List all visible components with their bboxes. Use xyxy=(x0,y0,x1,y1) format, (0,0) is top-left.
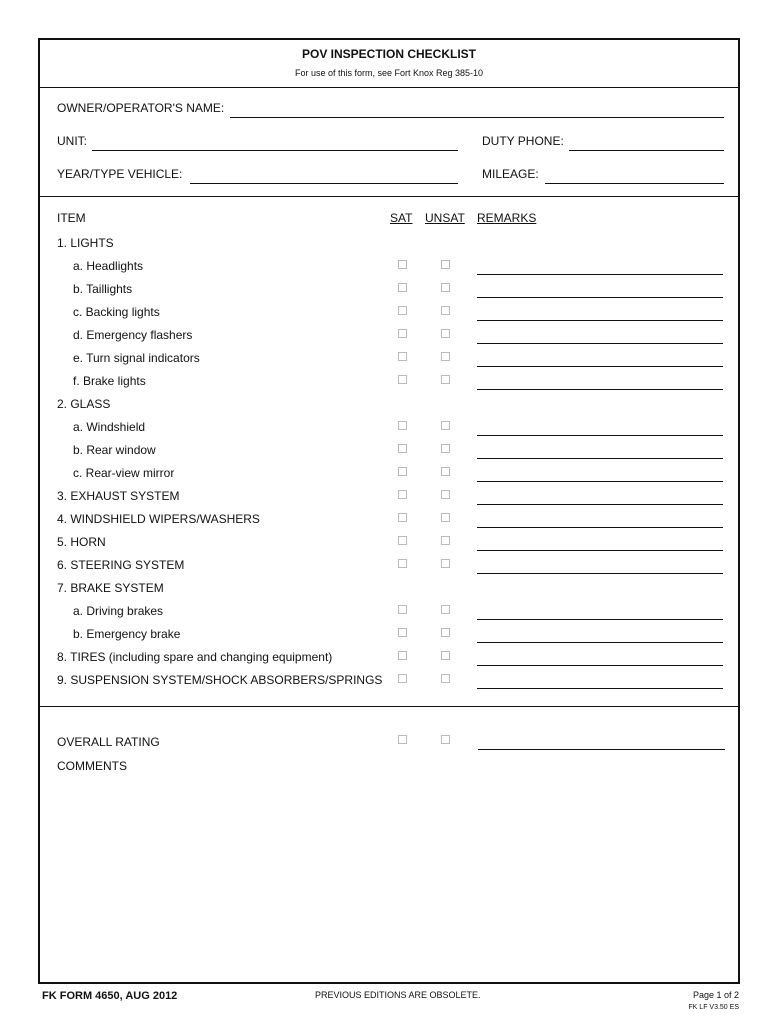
unsat-checkbox[interactable] xyxy=(441,605,450,614)
item-label: 4. WINDSHIELD WIPERS/WASHERS xyxy=(57,512,260,526)
item-label: a. Windshield xyxy=(73,420,146,434)
item-label: b. Taillights xyxy=(73,282,133,296)
remarks-field[interactable] xyxy=(477,458,723,459)
remarks-field[interactable] xyxy=(477,688,723,689)
unsat-checkbox[interactable] xyxy=(441,444,450,453)
sat-checkbox[interactable] xyxy=(398,283,407,292)
remarks-field[interactable] xyxy=(477,297,723,298)
remarks-field[interactable] xyxy=(477,435,723,436)
unsat-checkbox[interactable] xyxy=(441,421,450,430)
sat-checkbox[interactable] xyxy=(398,605,407,614)
remarks-field[interactable] xyxy=(477,366,723,367)
sat-checkbox[interactable] xyxy=(398,467,407,476)
item-label: 2. GLASS xyxy=(57,397,111,411)
item-label: 6. STEERING SYSTEM xyxy=(57,558,185,572)
column-unsat: UNSAT xyxy=(425,211,465,225)
unsat-checkbox[interactable] xyxy=(441,628,450,637)
unsat-checkbox[interactable] xyxy=(441,306,450,315)
overall-rating-label: OVERALL RATING xyxy=(57,735,160,749)
sat-checkbox[interactable] xyxy=(398,674,407,683)
comments-label: COMMENTS xyxy=(57,759,127,773)
sat-checkbox[interactable] xyxy=(398,329,407,338)
owner-name-field[interactable] xyxy=(230,117,724,118)
divider-items xyxy=(38,706,740,707)
item-label: a. Headlights xyxy=(73,259,144,273)
item-label: b. Rear window xyxy=(73,443,156,457)
item-label: 8. TIRES (including spare and changing equipment) xyxy=(57,650,333,664)
mileage-field[interactable] xyxy=(545,183,724,184)
item-label: a. Driving brakes xyxy=(73,604,164,618)
comments-area[interactable] xyxy=(57,780,723,975)
unsat-checkbox[interactable] xyxy=(441,559,450,568)
overall-sat-checkbox[interactable] xyxy=(398,735,407,744)
vehicle-field[interactable] xyxy=(190,183,458,184)
mileage-label: MILEAGE: xyxy=(482,167,539,181)
sat-checkbox[interactable] xyxy=(398,651,407,660)
form-title: POV INSPECTION CHECKLIST xyxy=(301,47,477,61)
form-id: FK FORM 4650, AUG 2012 xyxy=(42,990,178,1002)
item-label: c. Rear-view mirror xyxy=(73,466,175,480)
unsat-checkbox[interactable] xyxy=(441,536,450,545)
remarks-field[interactable] xyxy=(477,389,723,390)
item-label: 9. SUSPENSION SYSTEM/SHOCK ABSORBERS/SPRINGS xyxy=(57,673,383,687)
page-number: Page 1 of 2 xyxy=(692,990,739,1000)
obsolete-notice: PREVIOUS EDITIONS ARE OBSOLETE. xyxy=(315,990,481,1000)
owner-name-label: OWNER/OPERATOR'S NAME: xyxy=(57,101,225,115)
sat-checkbox[interactable] xyxy=(398,559,407,568)
remarks-field[interactable] xyxy=(477,343,723,344)
sat-checkbox[interactable] xyxy=(398,628,407,637)
remarks-field[interactable] xyxy=(477,573,723,574)
overall-unsat-checkbox[interactable] xyxy=(441,735,450,744)
item-label: c. Backing lights xyxy=(73,305,160,319)
unit-field[interactable] xyxy=(92,150,458,151)
column-remarks: REMARKS xyxy=(477,211,537,225)
divider-header xyxy=(38,87,740,88)
sat-checkbox[interactable] xyxy=(398,421,407,430)
sat-checkbox[interactable] xyxy=(398,513,407,522)
vehicle-label: YEAR/TYPE VEHICLE: xyxy=(57,167,183,181)
column-sat: SAT xyxy=(390,211,413,225)
unsat-checkbox[interactable] xyxy=(441,490,450,499)
item-label: f. Brake lights xyxy=(73,374,146,388)
remarks-field[interactable] xyxy=(477,550,723,551)
unsat-checkbox[interactable] xyxy=(441,513,450,522)
unsat-checkbox[interactable] xyxy=(441,352,450,361)
item-label: 5. HORN xyxy=(57,535,106,549)
unit-label: UNIT: xyxy=(57,134,87,148)
remarks-field[interactable] xyxy=(477,527,723,528)
remarks-field[interactable] xyxy=(477,642,723,643)
sat-checkbox[interactable] xyxy=(398,306,407,315)
sat-checkbox[interactable] xyxy=(398,444,407,453)
sat-checkbox[interactable] xyxy=(398,490,407,499)
sat-checkbox[interactable] xyxy=(398,352,407,361)
form-subtitle: For use of this form, see Fort Knox Reg 385-10 xyxy=(294,68,484,78)
remarks-field[interactable] xyxy=(477,619,723,620)
remarks-field[interactable] xyxy=(477,274,723,275)
unsat-checkbox[interactable] xyxy=(441,260,450,269)
sat-checkbox[interactable] xyxy=(398,536,407,545)
item-label: 1. LIGHTS xyxy=(57,236,114,250)
divider-owner xyxy=(38,196,740,197)
unsat-checkbox[interactable] xyxy=(441,375,450,384)
remarks-field[interactable] xyxy=(477,665,723,666)
item-label: e. Turn signal indicators xyxy=(73,351,200,365)
item-label: 7. BRAKE SYSTEM xyxy=(57,581,164,595)
item-label: b. Emergency brake xyxy=(73,627,181,641)
unsat-checkbox[interactable] xyxy=(441,674,450,683)
remarks-field[interactable] xyxy=(477,481,723,482)
remarks-field[interactable] xyxy=(477,504,723,505)
unsat-checkbox[interactable] xyxy=(441,467,450,476)
item-label: d. Emergency flashers xyxy=(73,328,193,342)
duty-phone-field[interactable] xyxy=(569,150,724,151)
overall-remarks-field[interactable] xyxy=(478,749,725,750)
unsat-checkbox[interactable] xyxy=(441,283,450,292)
sat-checkbox[interactable] xyxy=(398,260,407,269)
duty-phone-label: DUTY PHONE: xyxy=(482,134,564,148)
remarks-field[interactable] xyxy=(477,320,723,321)
unsat-checkbox[interactable] xyxy=(441,651,450,660)
item-label: 3. EXHAUST SYSTEM xyxy=(57,489,180,503)
form-version: FK LF V3.50 ES xyxy=(688,1004,739,1011)
unsat-checkbox[interactable] xyxy=(441,329,450,338)
column-item: ITEM xyxy=(57,211,86,225)
sat-checkbox[interactable] xyxy=(398,375,407,384)
